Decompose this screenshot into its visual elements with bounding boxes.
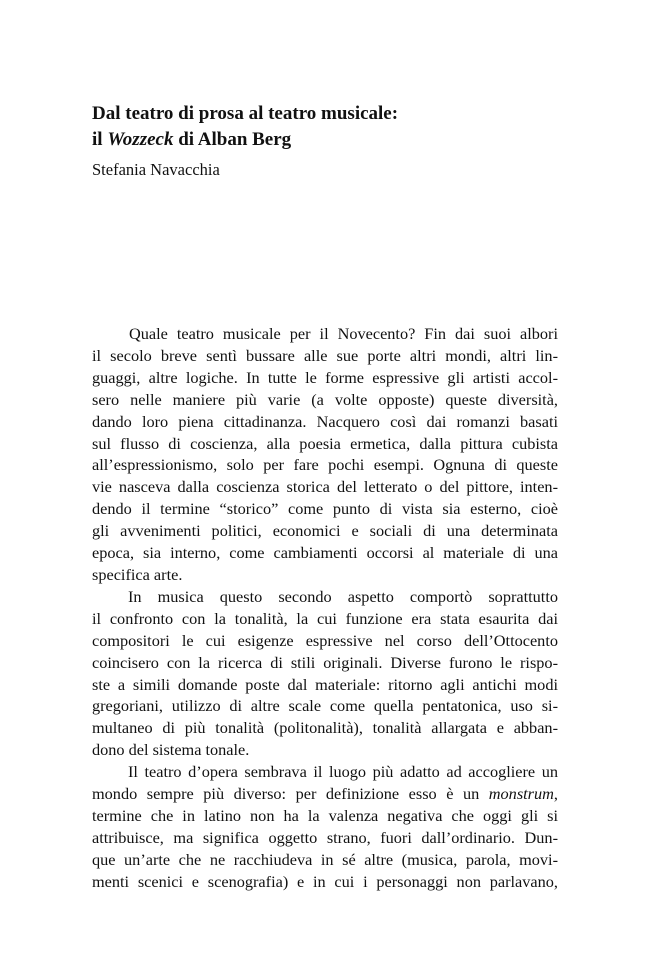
text-line: multaneo di più tonalità (politonalità), tonalità allargata e abban-: [92, 718, 558, 738]
text-line: all’espressionismo, solo per fare pochi esempi. Ognuna di queste: [92, 455, 558, 475]
chapter-title-suffix: di Alban Berg: [173, 129, 292, 150]
italic-term: monstrum: [488, 784, 554, 804]
body-text: [92, 323, 558, 893]
text-line: In musica questo secondo aspetto comportò soprattutto: [128, 586, 558, 606]
text-fragment: mondo sempre più diverso: per definizione esso è un: [92, 784, 489, 804]
text-line: dando loro piena cittadinanza. Nacquero così dai romanzi basati: [92, 411, 558, 431]
chapter-title-line-2: [92, 127, 562, 153]
text-line: gregoriani, utilizzo di altre scale come quella pentatonica, uso si-: [92, 696, 558, 716]
text-line: dendo il termine “storico” come punto di vista sia esterno, cioè: [92, 499, 558, 519]
text-fragment: ,: [553, 784, 558, 804]
chapter-title-line-1: Dal teatro di prosa al teatro musicale:: [92, 103, 399, 124]
paragraph-1: [92, 323, 558, 586]
author-name: Stefania Navacchia: [92, 160, 220, 179]
paragraph-3: [92, 761, 558, 892]
text-line: ste a simili domande poste dal materiale: ritorno agli antichi modi: [92, 674, 558, 694]
text-line: attribuisce, ma significa oggetto strano, fuori dall’ordinario. Dun-: [92, 827, 558, 847]
text-line: sero nelle maniere più varie (a volte opposte) queste diversità,: [92, 389, 558, 409]
text-line: dono del sistema tonale.: [92, 740, 250, 760]
text-line: compositori le cui esigenze espressive nel corso dell’Ottocento: [92, 630, 558, 650]
chapter-title-prefix: il: [92, 129, 108, 150]
text-line: sul flusso di coscienza, alla poesia ermetica, dalla pittura cubista: [92, 433, 558, 453]
chapter-title: [92, 101, 562, 153]
opera-title-italic: Wozzeck: [107, 129, 174, 150]
text-line: specifica arte.: [92, 564, 183, 584]
text-line: guaggi, altre logiche. In tutte le forme espressive gli artisti accol-: [92, 367, 558, 387]
text-line: Il teatro d’opera sembrava il luogo più adatto ad accogliere un: [128, 762, 558, 782]
paragraph-2: [92, 586, 558, 761]
text-line: vie nasceva dalla coscienza storica del letterato o del pittore, inten-: [92, 477, 558, 497]
text-line: termine che in latino non ha la valenza negativa che oggi gli si: [92, 805, 558, 825]
text-line: coincisero con la ricerca di stili originali. Diverse furono le rispo-: [92, 652, 558, 672]
text-line: il secolo breve sentì bussare alle sue porte altri mondi, altri lin-: [92, 345, 558, 365]
text-line-with-italic: [92, 783, 558, 805]
text-line: gli avvenimenti politici, economici e sociali di una determinata: [92, 521, 558, 541]
text-line: epoca, sia interno, come cambiamenti occorsi al materiale di una: [92, 543, 558, 563]
text-line: Quale teatro musicale per il Novecento? Fin dai suoi albori: [129, 324, 558, 343]
text-line: que un’arte che ne racchiudeva in sé altre (musica, parola, movi-: [92, 849, 558, 869]
text-line: menti scenici e scenografia) e in cui i personaggi non parlavano,: [92, 871, 558, 891]
text-line: il confronto con la tonalità, la cui funzione era stata esaurita dai: [92, 608, 558, 628]
